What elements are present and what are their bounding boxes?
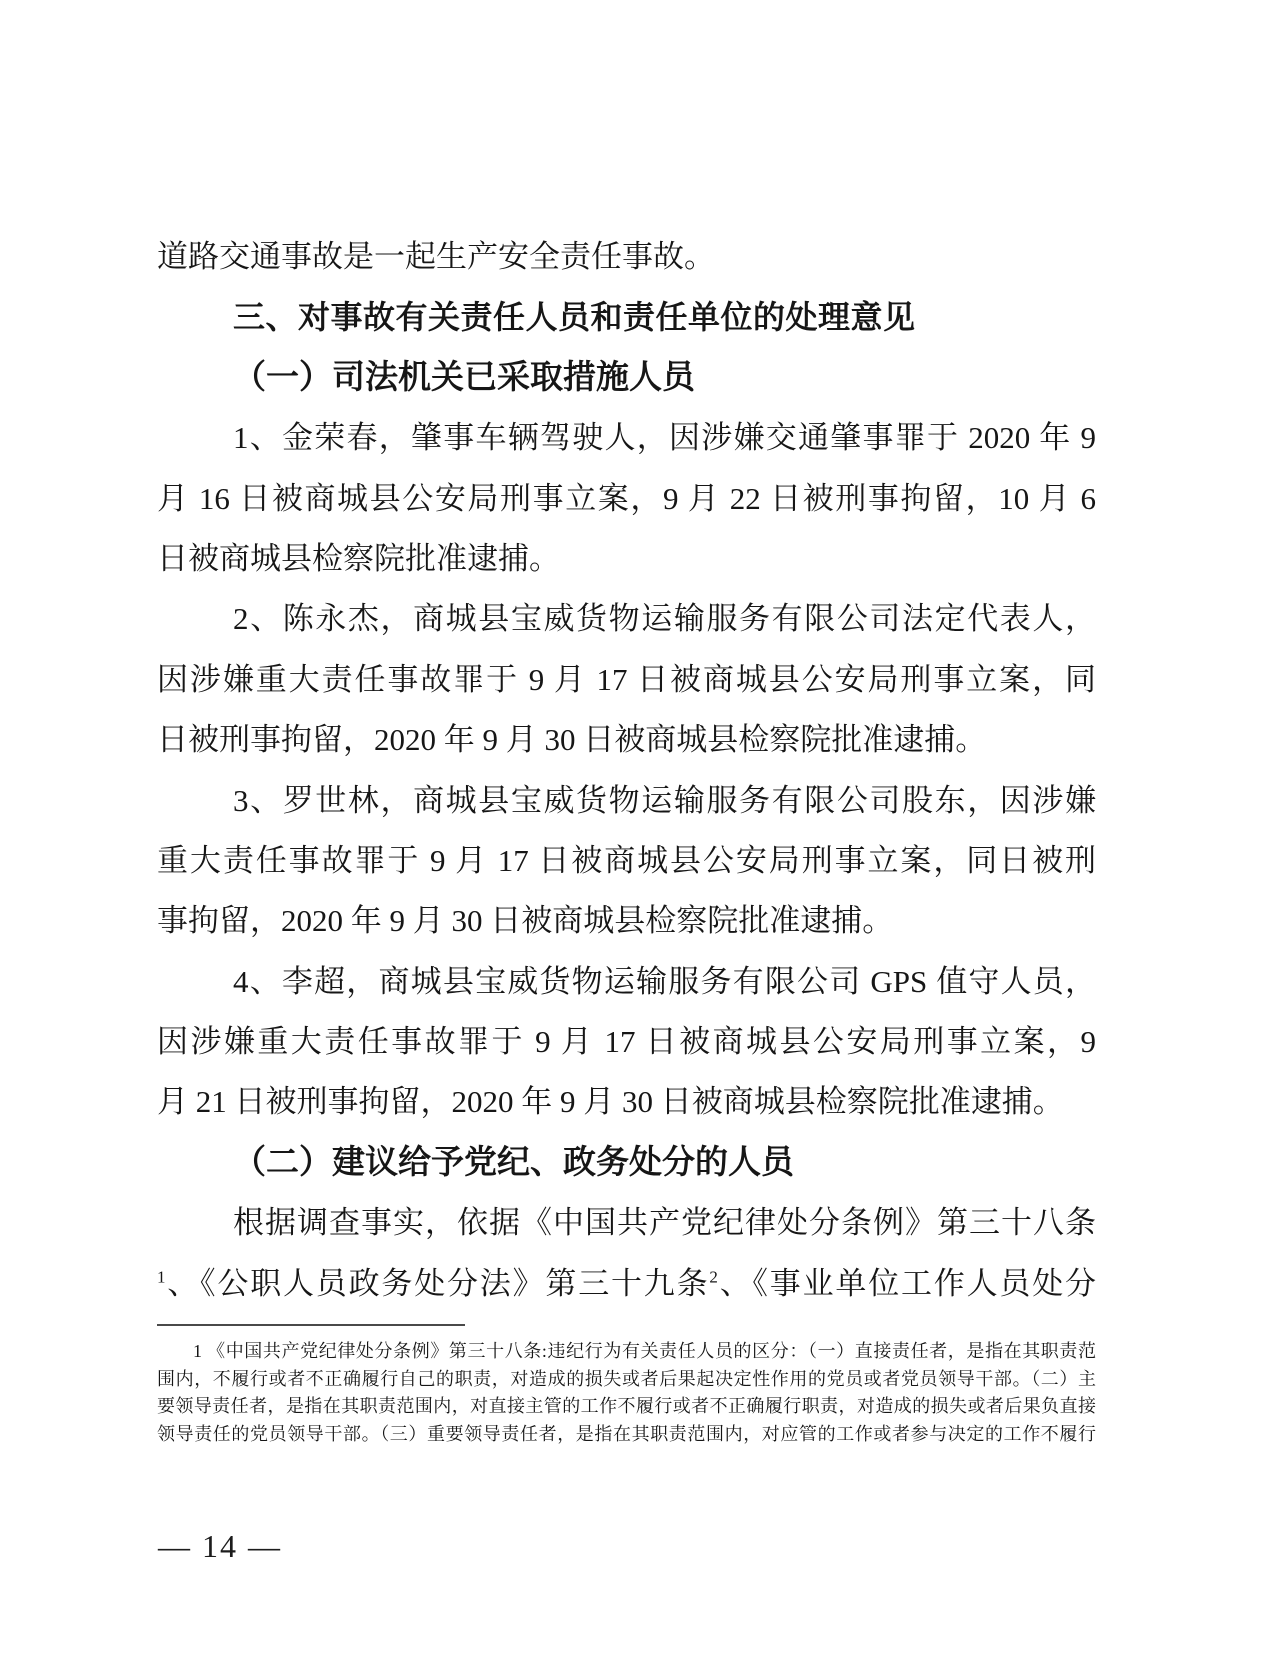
body-text-block <box>157 227 1096 1314</box>
para-5-line-2-segment-2: 、《事业单位工作人员处分 <box>717 1265 1096 1301</box>
intro-continuation-line: 道路交通事故是一起生产安全责任事故。 <box>157 239 715 274</box>
para-5-line-1: 根据调查事实，依据《中国共产党纪律处分条例》第三十八条 <box>233 1205 1096 1241</box>
para-5-line-2 <box>157 1254 1096 1314</box>
footnote-block <box>157 1338 1096 1448</box>
para-2-line-1: 2、陈永杰，商城县宝威货物运输服务有限公司法定代表人， <box>233 601 1096 637</box>
para-3-line-3: 事拘留，2020 年 9 月 30 日被商城县检察院批准逮捕。 <box>157 903 894 939</box>
para-5-line-2-segment-1: 、《公职人员政务处分法》第三十九条 <box>165 1265 710 1301</box>
para-4-line-3: 月 21 日被刑事拘留，2020 年 9 月 30 日被商城县检察院批准逮捕。 <box>157 1084 1064 1120</box>
para-1-line-3: 日被商城县检察院批准逮捕。 <box>157 540 560 576</box>
para-2-line-3: 日被刑事拘留，2020 年 9 月 30 日被商城县检察院批准逮捕。 <box>157 722 987 758</box>
page-number: — 14 — <box>158 1528 282 1564</box>
footnote-line-3: 要领导责任者，是指在其职责范围内，对直接主管的工作不履行或者不正确履行职责，对造成的损失或者后果负直接 <box>157 1396 1096 1416</box>
para-1-line-1: 1、金荣春，肇事车辆驾驶人，因涉嫌交通肇事罪于 2020 年 9 <box>233 420 1096 456</box>
para-3-line-1: 3、罗世林，商城县宝威货物运输服务有限公司股东，因涉嫌 <box>233 782 1096 818</box>
footnote-line-4: 领导责任的党员领导干部。（三）重要领导责任者，是指在其职责范围内，对应管的工作或者参与决定的工作不履行 <box>157 1423 1096 1444</box>
section-heading: 三、对事故有关责任人员和责任单位的处理意见 <box>233 299 916 336</box>
footnote-ref-1: 1 <box>157 1267 166 1287</box>
para-1-line-2: 月 16 日被商城县公安局刑事立案，9 月 22 日被刑事拘留，10 月 6 <box>157 480 1096 516</box>
footnote-ref-2: 2 <box>709 1267 718 1287</box>
footnote-line-2: 围内，不履行或者不正确履行自己的职责，对造成的损失或者后果起决定性作用的党员或者党员领导干部。（二）主 <box>157 1368 1096 1389</box>
para-3-line-2: 重大责任事故罪于 9 月 17 日被商城县公安局刑事立案，同日被刑 <box>157 842 1096 878</box>
subsection-1-heading: （一）司法机关已采取措施人员 <box>233 359 695 396</box>
footnote-separator-rule <box>157 1324 465 1326</box>
para-4-line-1: 4、李超，商城县宝威货物运输服务有限公司 GPS 值守人员， <box>233 963 1096 999</box>
subsection-2-heading: （二）建议给予党纪、政务处分的人员 <box>233 1144 794 1181</box>
footnote-line-1: 1 《中国共产党纪律处分条例》第三十八条:违纪行为有关责任人员的区分：（一）直接责任者，是指在其职责范 <box>193 1341 1096 1361</box>
para-4-line-2: 因涉嫌重大责任事故罪于 9 月 17 日被商城县公安局刑事立案，9 <box>157 1024 1096 1060</box>
para-2-line-2: 因涉嫌重大责任事故罪于 9 月 17 日被商城县公安局刑事立案，同 <box>157 661 1096 697</box>
